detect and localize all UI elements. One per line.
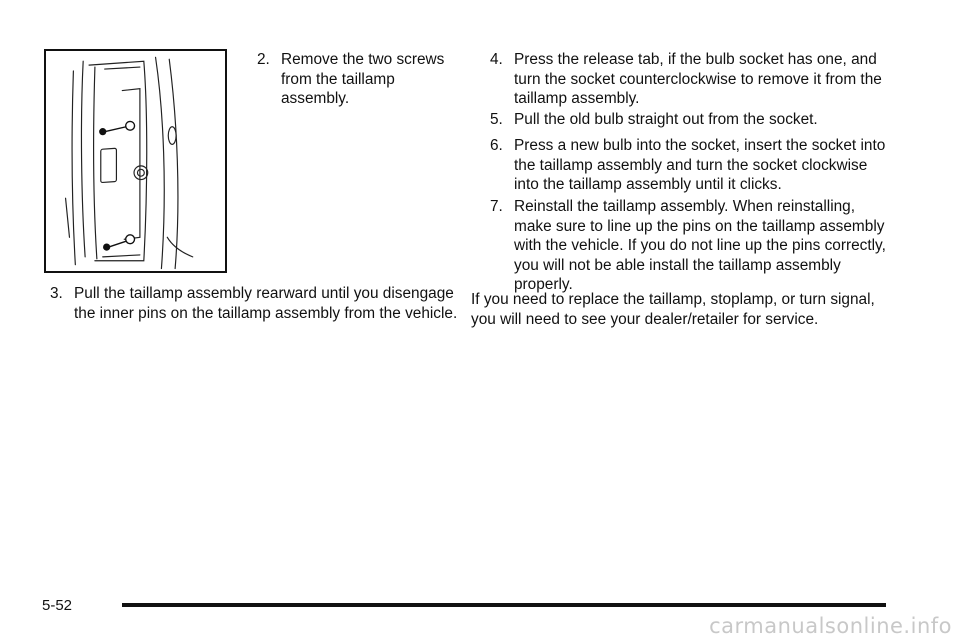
service-note: If you need to replace the taillamp, stoplamp, or turn signal, you will need to see your dealer/retailer for service. (471, 291, 875, 328)
footer-rule (122, 603, 886, 607)
taillamp-drawing (46, 51, 225, 271)
step-number: 3. (50, 285, 63, 302)
step-number: 7. (490, 198, 503, 215)
step-text: Remove the two screws from the taillamp assembly. (281, 51, 445, 107)
step-number: 2. (257, 51, 270, 68)
step-text: Pull the old bulb straight out from the socket. (514, 111, 818, 128)
watermark: carmanualsonline.info (709, 614, 952, 638)
step-text: Press the release tab, if the bulb socket has one, and turn the socket counterclockwise to remove it from the taillamp assembly. (514, 51, 882, 107)
step-text: Press a new bulb into the socket, insert the socket into the taillamp assembly and turn the socket clockwise into the taillamp assembly until it clicks. (514, 137, 886, 193)
step-4 (490, 50, 890, 109)
step-3 (50, 284, 460, 323)
step-text: Pull the taillamp assembly rearward until you disengage the inner pins on the taillamp assembly from the vehicle. (74, 285, 458, 322)
step-2 (257, 50, 462, 109)
step-5 (490, 110, 890, 130)
step-number: 4. (490, 51, 503, 68)
taillamp-illustration (44, 49, 227, 273)
step-7 (490, 197, 890, 295)
step-text: Reinstall the taillamp assembly. When reinstalling, make sure to line up the pins on the taillamp assembly with the vehicle. If you do not line up the pins correctly, you will not be able install the taillamp assembly properly. (514, 198, 886, 293)
step-number: 6. (490, 137, 503, 154)
step-number: 5. (490, 111, 503, 128)
page-number: 5-52 (42, 597, 73, 614)
step-6 (490, 136, 890, 195)
